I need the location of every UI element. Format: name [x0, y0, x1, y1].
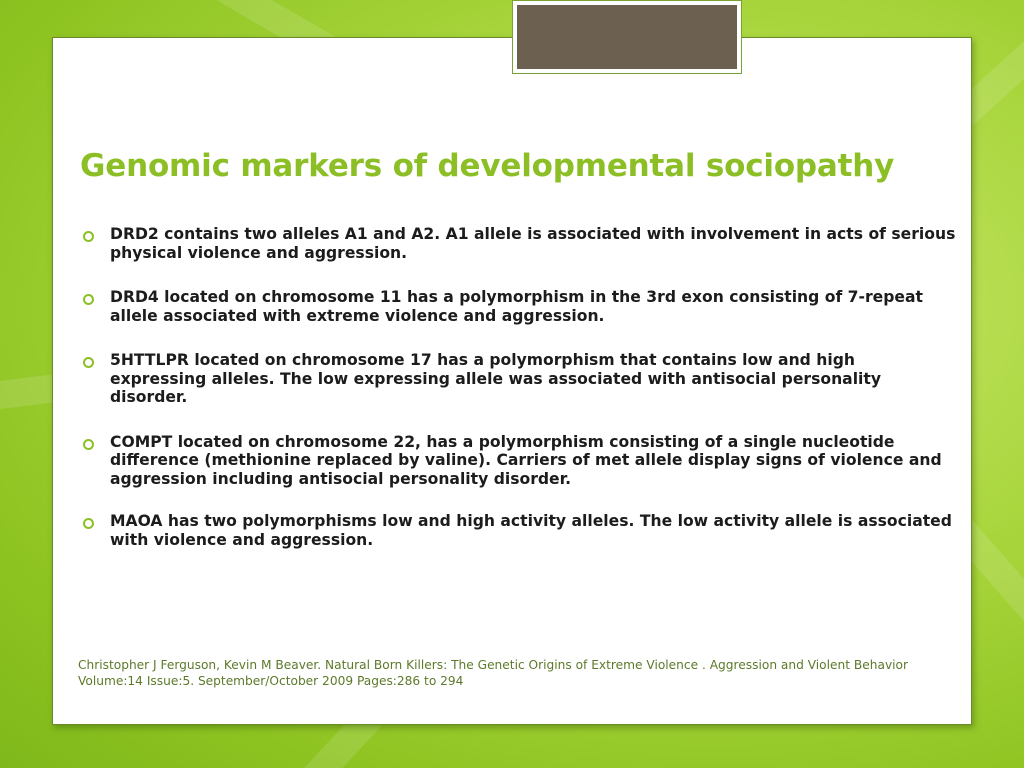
bullet-item-5httlpr [80, 351, 956, 407]
bullet-text: DRD2 contains two alleles A1 and A2. A1 allele is associated with involvement in acts of serious physical violence and aggression. [110, 225, 956, 262]
bullet-list [80, 225, 956, 549]
citation-text: Christopher J Ferguson, Kevin M Beaver. Natural Born Killers: The Genetic Origins of Extreme Violence . Aggression and Violent Behavior Volume:14 Issue:5. September/October 2009 Pages:286 to 294 [78, 658, 909, 688]
bullet-text: 5HTTLPR located on chromosome 17 has a polymorphism that contains low and high expressing alleles. The low expressing allele was associated with antisocial personality disorder. [110, 351, 882, 406]
bullet-item-maoa [80, 512, 956, 549]
title-accent-fill [517, 5, 737, 69]
title-accent-box [512, 0, 742, 74]
bullet-circle-icon [83, 231, 94, 242]
bullet-circle-icon [83, 357, 94, 368]
slide-title: Genomic markers of developmental sociopathy [80, 148, 895, 184]
bullet-circle-icon [83, 294, 94, 305]
bullet-text: MAOA has two polymorphisms low and high activity alleles. The low activity allele is associated with violence and aggression. [110, 512, 952, 549]
bullet-item-drd4 [80, 288, 956, 325]
bullet-item-compt [80, 433, 956, 489]
bullet-circle-icon [83, 439, 94, 450]
bullet-text: DRD4 located on chromosome 11 has a polymorphism in the 3rd exon consisting of 7-repeat allele associated with extreme violence and aggression. [110, 288, 923, 325]
bullet-item-drd2 [80, 225, 956, 262]
bullet-circle-icon [83, 518, 94, 529]
bullet-text: COMPT located on chromosome 22, has a polymorphism consisting of a single nucleotide difference (methionine replaced by valine). Carriers of met allele display signs of violence and aggression including antisocial personality disorder. [110, 432, 942, 488]
